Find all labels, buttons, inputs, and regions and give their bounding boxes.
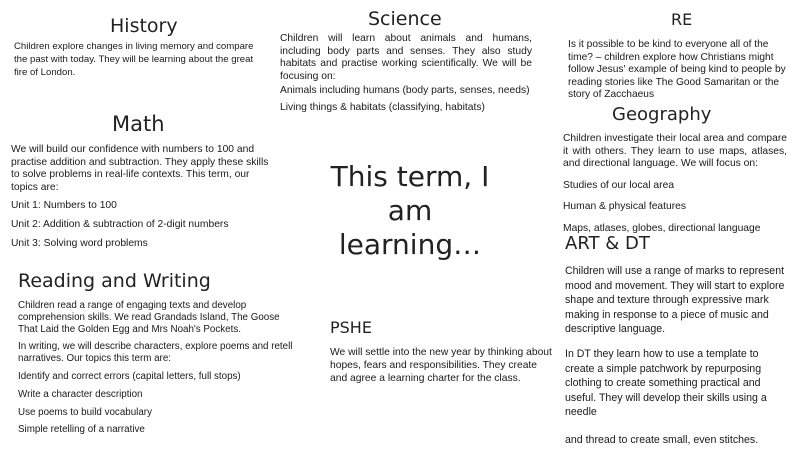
re-section bbox=[568, 10, 790, 102]
art-dt-heading: ART & DT bbox=[565, 233, 650, 254]
math-item: Unit 3: Solving word problems bbox=[11, 237, 148, 249]
pshe-heading: PSHE bbox=[330, 318, 372, 337]
geography-section bbox=[563, 103, 787, 236]
pshe-section bbox=[330, 318, 552, 385]
geography-text: Children investigate their local area and compare it with others. They learn to use maps, atlases, and directional language. We will focus on: bbox=[563, 133, 787, 170]
geography-item: Maps, atlases, globes, directional language bbox=[563, 222, 761, 234]
reading-item: Use poems to build vocabulary bbox=[18, 406, 152, 418]
re-heading: RE bbox=[671, 10, 693, 29]
geography-item: Human & physical features bbox=[563, 201, 687, 213]
center-title-line: learning… bbox=[338, 228, 482, 261]
writing-paragraph: In writing, we will describe characters, explore poems and retell narratives. Our topics this term are: bbox=[18, 341, 293, 365]
geography-heading: Geography bbox=[612, 104, 712, 125]
math-item: Unit 1: Numbers to 100 bbox=[11, 200, 117, 212]
pshe-text: We will settle into the new year by thinking about hopes, fears and responsibilities. They create and agree a learning charter for the class. bbox=[330, 347, 552, 384]
geography-item: Studies of our local area bbox=[563, 179, 675, 191]
science-section bbox=[280, 7, 532, 115]
reading-paragraph: Children read a range of engaging texts and develop comprehension skills. We read Grandads Island, The Goose That Laid the Golden Egg and Mrs Noah's Pockets. bbox=[18, 300, 280, 335]
reading-item: Write a character description bbox=[18, 388, 143, 400]
math-heading: Math bbox=[112, 112, 165, 136]
reading-writing-section bbox=[18, 268, 296, 436]
re-text: Is it possible to be kind to everyone all of the time? – children explore how Christians might follow Jesus' example of being kind to people by reading stories like The Good Samaritan or the story of Zacchaeus bbox=[568, 39, 786, 100]
reading-writing-heading: Reading and Writing bbox=[18, 270, 211, 292]
art-dt-paragraph: In DT they learn how to use a template to create a simple patchwork by repurposing clothing to create something practical and useful. They will develop their skills using a needle bbox=[565, 347, 767, 419]
science-item: Living things & habitats (classifying, habitats) bbox=[280, 101, 485, 113]
science-text: Children will learn about animals and humans, including body parts and senses. They also study habitats and practise working scientifically. We will be focusing on: bbox=[280, 33, 532, 82]
math-text: We will build our confidence with numbers to 100 and practise addition and subtraction. They apply these skills to solve problems in real-life contexts. This term, our topics are: bbox=[11, 144, 269, 193]
math-section bbox=[11, 110, 273, 250]
center-title-line: This term, I bbox=[330, 160, 490, 193]
reading-item: Identify and correct errors (capital letters, full stops) bbox=[18, 370, 241, 382]
center-title-line: am bbox=[387, 194, 433, 227]
science-item: Animals including humans (body parts, senses, needs) bbox=[280, 85, 530, 97]
math-item: Unit 2: Addition & subtraction of 2-digit numbers bbox=[11, 218, 229, 230]
science-heading: Science bbox=[368, 8, 442, 30]
center-title bbox=[320, 160, 500, 262]
art-dt-section bbox=[565, 232, 787, 448]
history-heading: History bbox=[110, 15, 178, 37]
history-text: Children explore changes in living memory and compare the past with today. They will be learning about the great fire of London. bbox=[14, 41, 254, 78]
art-dt-paragraph: and thread to create small, even stitches. bbox=[565, 433, 759, 446]
reading-item: Simple retelling of a narrative bbox=[18, 424, 145, 436]
history-section bbox=[14, 14, 254, 79]
art-dt-paragraph: Children will use a range of marks to represent mood and movement. They will start to explore shape and texture through expressive mark making in response to a piece of music and descriptive language. bbox=[565, 265, 785, 336]
